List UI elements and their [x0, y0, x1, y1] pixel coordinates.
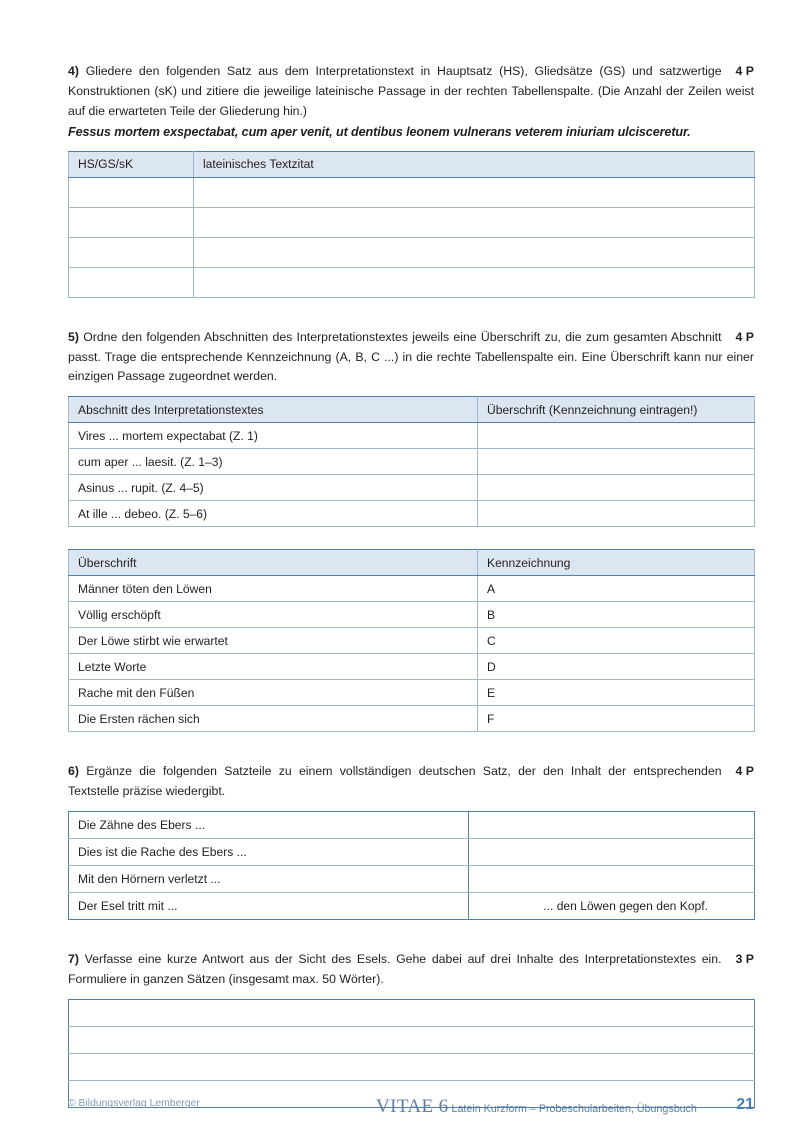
table-row[interactable] — [69, 449, 755, 475]
task-5-text: Ordne den folgenden Abschnitten des Interpretationstextes jeweils eine Überschrift zu, die zum gesamten Abschnitt passt. Trage die entsprechende Kennzeichnung (A, B, C ...) in die rechte Tabellenspalte ein. Eine Überschrift kann nur einer einzigen Passage zugeordnet werden. — [68, 329, 754, 384]
task-4-answer-type-3[interactable] — [69, 237, 194, 267]
task-6-prompt-cell: Die Zähne des Ebers ... — [69, 812, 469, 839]
task-5-headings-col-header-1: Überschrift — [69, 550, 478, 576]
task-5-answer-cell[interactable] — [478, 449, 755, 475]
task-5-points: 4 P — [735, 329, 754, 344]
table-row[interactable] — [69, 423, 755, 449]
table-row[interactable] — [69, 839, 755, 866]
table-row[interactable] — [69, 267, 755, 297]
task-6-table — [68, 811, 755, 920]
table-row — [69, 628, 755, 654]
task-4-latin-sentence: Fessus mortem exspectabat, cum aper venit, ut dentibus leonem vulnerans veterem iniuriam ulcisceretur. — [68, 124, 691, 139]
task-5-answer-cell[interactable] — [478, 501, 755, 527]
task-6-number: 6) — [68, 764, 79, 779]
table-row[interactable] — [69, 1026, 755, 1053]
task-4-answer-quote-1[interactable] — [194, 177, 755, 207]
task-5-prompt — [68, 328, 754, 388]
table-header-row — [69, 397, 755, 423]
page-number: 21 — [736, 1096, 754, 1113]
table-row[interactable] — [69, 999, 755, 1026]
task-4-table — [68, 151, 755, 298]
table-row — [69, 706, 755, 732]
task-6-answer-cell[interactable] — [469, 866, 755, 893]
table-row[interactable] — [69, 893, 755, 920]
task-6-prompt-cell: Dies ist die Rache des Ebers ... — [69, 839, 469, 866]
table-row — [69, 680, 755, 706]
task-4-answer-quote-3[interactable] — [194, 237, 755, 267]
table-row[interactable] — [69, 812, 755, 839]
copyright-notice: © Bildungsverlag Lemberger — [68, 1098, 200, 1109]
series-title: VITAE 6 — [376, 1096, 449, 1117]
table-row[interactable] — [69, 501, 755, 527]
task-5-answer-cell[interactable] — [478, 423, 755, 449]
task-7-answer-line-1[interactable] — [69, 999, 755, 1026]
table-row[interactable] — [69, 177, 755, 207]
task-5-headings-col-header-2: Kennzeichnung — [478, 550, 755, 576]
task-5-sections-col-header-1: Abschnitt des Interpretationstextes — [69, 397, 478, 423]
task-5-headings-table — [68, 549, 755, 732]
table-row — [69, 654, 755, 680]
task-5-heading-cell: Die Ersten rächen sich — [69, 706, 478, 732]
page-footer — [68, 1096, 754, 1120]
task-5-mark-cell: A — [478, 576, 755, 602]
task-6-answer-cell[interactable] — [469, 812, 755, 839]
task-5-mark-cell: E — [478, 680, 755, 706]
task-5-section-cell: At ille ... debeo. (Z. 5–6) — [69, 501, 478, 527]
task-6-text: Ergänze die folgenden Satzteile zu einem vollständigen deutschen Satz, der den Inhalt der entsprechenden Textstelle präzise wiedergibt. — [68, 764, 722, 799]
table-row[interactable] — [69, 1053, 755, 1080]
task-5-mark-cell: C — [478, 628, 755, 654]
task-6-answer-cell: ... den Löwen gegen den Kopf. — [469, 893, 755, 920]
page-content — [68, 62, 754, 1108]
task-4-answer-type-1[interactable] — [69, 177, 194, 207]
task-5-heading-cell: Völlig erschöpft — [69, 602, 478, 628]
task-5-heading-cell: Letzte Worte — [69, 654, 478, 680]
task-6-points: 4 P — [735, 764, 754, 779]
task-4-answer-type-4[interactable] — [69, 267, 194, 297]
task-4-number: 4) — [68, 64, 79, 78]
task-5-section-cell: cum aper ... laesit. (Z. 1–3) — [69, 449, 478, 475]
task-5-mark-cell: F — [478, 706, 755, 732]
task-7-points: 3 P — [735, 952, 754, 967]
series-info — [376, 1096, 697, 1118]
table-row[interactable] — [69, 237, 755, 267]
task-5-heading-cell: Männer töten den Löwen — [69, 576, 478, 602]
task-4-answer-quote-2[interactable] — [194, 207, 755, 237]
task-7-answer-line-3[interactable] — [69, 1053, 755, 1080]
table-row — [69, 576, 755, 602]
task-7-prompt — [68, 950, 754, 990]
task-4-text: Gliedere den folgenden Satz aus dem Interpretationstext in Hauptsatz (HS), Gliedsätze (GS) und satzwertige Konstruktionen (sK) und zitiere die jeweilige lateinische Passage in der rechten Tabellenspalte. (Die Anzahl der Zeilen weist auf die erwarteten Teile der Gliederung hin.) — [68, 64, 754, 118]
table-row[interactable] — [69, 207, 755, 237]
task-4-answer-quote-4[interactable] — [194, 267, 755, 297]
series-subtitle: Latein Kurzform – Probeschularbeiten, Übungsbuch — [451, 1103, 697, 1115]
task-7-text: Verfasse eine kurze Antwort aus der Sicht des Esels. Gehe dabei auf drei Inhalte des Interpretationstextes ein. Formuliere in ganzen Sätzen (insgesamt max. 50 Wörter). — [68, 952, 722, 987]
task-6-prompt-cell: Der Esel tritt mit ... — [69, 893, 469, 920]
task-5-sections-table — [68, 396, 755, 527]
table-row[interactable] — [69, 866, 755, 893]
task-6-prompt-cell: Mit den Hörnern verletzt ... — [69, 866, 469, 893]
task-4-col-header-1: HS/GS/sK — [69, 151, 194, 177]
task-7-number: 7) — [68, 952, 79, 967]
task-6-prompt — [68, 762, 754, 802]
task-5-heading-cell: Der Löwe stirbt wie erwartet — [69, 628, 478, 654]
task-4-points: 4 P — [735, 64, 754, 78]
task-5-section-cell: Asinus ... rupit. (Z. 4–5) — [69, 475, 478, 501]
table-header-row — [69, 151, 755, 177]
task-4-answer-type-2[interactable] — [69, 207, 194, 237]
table-row[interactable] — [69, 475, 755, 501]
task-7-answer-line-2[interactable] — [69, 1026, 755, 1053]
task-5-answer-cell[interactable] — [478, 475, 755, 501]
task-5-mark-cell: B — [478, 602, 755, 628]
table-row — [69, 602, 755, 628]
task-5-section-cell: Vires ... mortem expectabat (Z. 1) — [69, 423, 478, 449]
task-7-table — [68, 999, 755, 1108]
task-4-col-header-2: lateinisches Textzitat — [194, 151, 755, 177]
task-5-sections-col-header-2: Überschrift (Kennzeichnung eintragen!) — [478, 397, 755, 423]
task-5-heading-cell: Rache mit den Füßen — [69, 680, 478, 706]
task-5-number: 5) — [68, 329, 79, 344]
task-4-prompt — [68, 62, 754, 122]
table-header-row — [69, 550, 755, 576]
task-5-mark-cell: D — [478, 654, 755, 680]
task-6-answer-cell[interactable] — [469, 839, 755, 866]
